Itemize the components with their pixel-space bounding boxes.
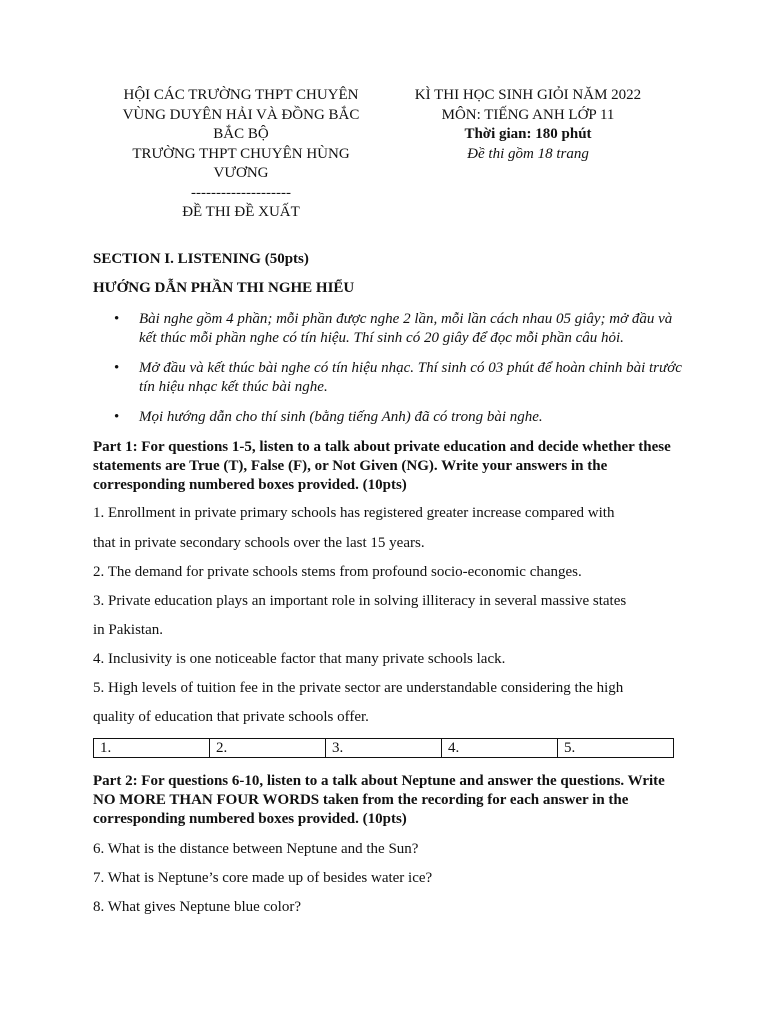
exam-duration: Thời gian: 180 phút <box>464 126 592 142</box>
list-item <box>112 359 682 397</box>
header-proposed-exam: ĐỀ THI ĐỀ XUẤT <box>182 204 300 220</box>
list-item <box>112 408 682 427</box>
exam-page-count: Đề thi gồm 18 trang <box>467 145 589 162</box>
bullet-text: Mọi hướng dẫn cho thí sinh (bằng tiếng Anh) đã có trong bài nghe. <box>139 409 543 425</box>
exam-subject: MÔN: TIẾNG ANH LỚP 11 <box>441 106 615 123</box>
part1-statement-2: 2. The demand for private schools stems from profound socio-economic changes. <box>93 564 582 580</box>
part2-question-7: 7. What is Neptune’s core made up of besides water ice? <box>93 870 433 886</box>
header-left-block <box>96 86 386 223</box>
answer-box-4[interactable]: 4. <box>442 739 558 758</box>
answer-box-1[interactable]: 1. <box>94 739 210 758</box>
part1-statement-5: 5. High levels of tuition fee in the private sector are understandable considering the high <box>93 680 624 696</box>
part1-statement-4: 4. Inclusivity is one noticeable factor that many private schools lack. <box>93 651 506 667</box>
header-association: HỘI CÁC TRƯỜNG THPT CHUYÊN <box>123 87 359 103</box>
header-right-block <box>398 86 658 164</box>
section-title: SECTION I. LISTENING (50pts) <box>93 251 309 267</box>
answer-box-2[interactable]: 2. <box>210 739 326 758</box>
header-school: TRƯỜNG THPT CHUYÊN HÙNG <box>132 145 350 162</box>
part1-instruction: Part 1: For questions 1-5, listen to a talk about private education and decide whether these statements are True (T), False (F), or Not Given (NG). Write your answers in the corresponding numbered boxes provided. (10pts) <box>93 439 671 493</box>
exam-title: KÌ THI HỌC SINH GIỎI NĂM 2022 <box>414 87 642 103</box>
header-divider: -------------------- <box>191 184 291 201</box>
header-region: VÙNG DUYÊN HẢI VÀ ĐỒNG BẮC <box>122 106 360 123</box>
part2-question-6: 6. What is the distance between Neptune and the Sun? <box>93 841 419 857</box>
part2-question-8: 8. What gives Neptune blue color? <box>93 899 301 915</box>
bullet-icon: • <box>114 409 120 425</box>
part1-statement-3: 3. Private education plays an important role in solving illiteracy in several massive states <box>93 593 627 609</box>
answer-box-3[interactable]: 3. <box>326 739 442 758</box>
bullet-text: Mở đầu và kết thúc bài nghe có tín hiệu nhạc. Thí sinh có 03 phút để hoàn chỉnh bài trước tín hiệu nhạc kết thúc bài nghe. <box>139 360 682 395</box>
guide-bullet-list <box>112 310 682 438</box>
part1-statement-1-cont: that in private secondary schools over the last 15 years. <box>93 535 425 551</box>
header-region-cont: BẮC BỘ <box>213 126 269 142</box>
list-item <box>112 310 682 348</box>
part2-instruction: Part 2: For questions 6-10, listen to a talk about Neptune and answer the questions. Write NO MORE THAN FOUR WORDS taken from the recording for each answer in the corresponding numbered boxes provided. (10pts) <box>93 773 665 827</box>
part1-statement-1: 1. Enrollment in private primary schools has registered greater increase compared with <box>93 505 615 521</box>
part1-statement-3-cont: in Pakistan. <box>93 622 163 638</box>
bullet-icon: • <box>114 360 120 376</box>
header-school-cont: VƯƠNG <box>213 165 269 181</box>
table-row <box>94 739 674 758</box>
bullet-text: Bài nghe gồm 4 phần; mỗi phần được nghe 2 lần, mỗi lần cách nhau 05 giây; mở đầu và kết thúc mỗi phần nghe có tín hiệu. Thí sinh có 20 giây để đọc mỗi phần câu hỏi. <box>139 311 673 346</box>
part1-answer-table <box>93 738 674 758</box>
bullet-icon: • <box>114 311 120 327</box>
answer-box-5[interactable]: 5. <box>558 739 674 758</box>
listening-guide-title: HƯỚNG DẪN PHẦN THI NGHE HIỂU <box>93 280 355 296</box>
part1-statement-5-cont: quality of education that private schools offer. <box>93 709 369 725</box>
